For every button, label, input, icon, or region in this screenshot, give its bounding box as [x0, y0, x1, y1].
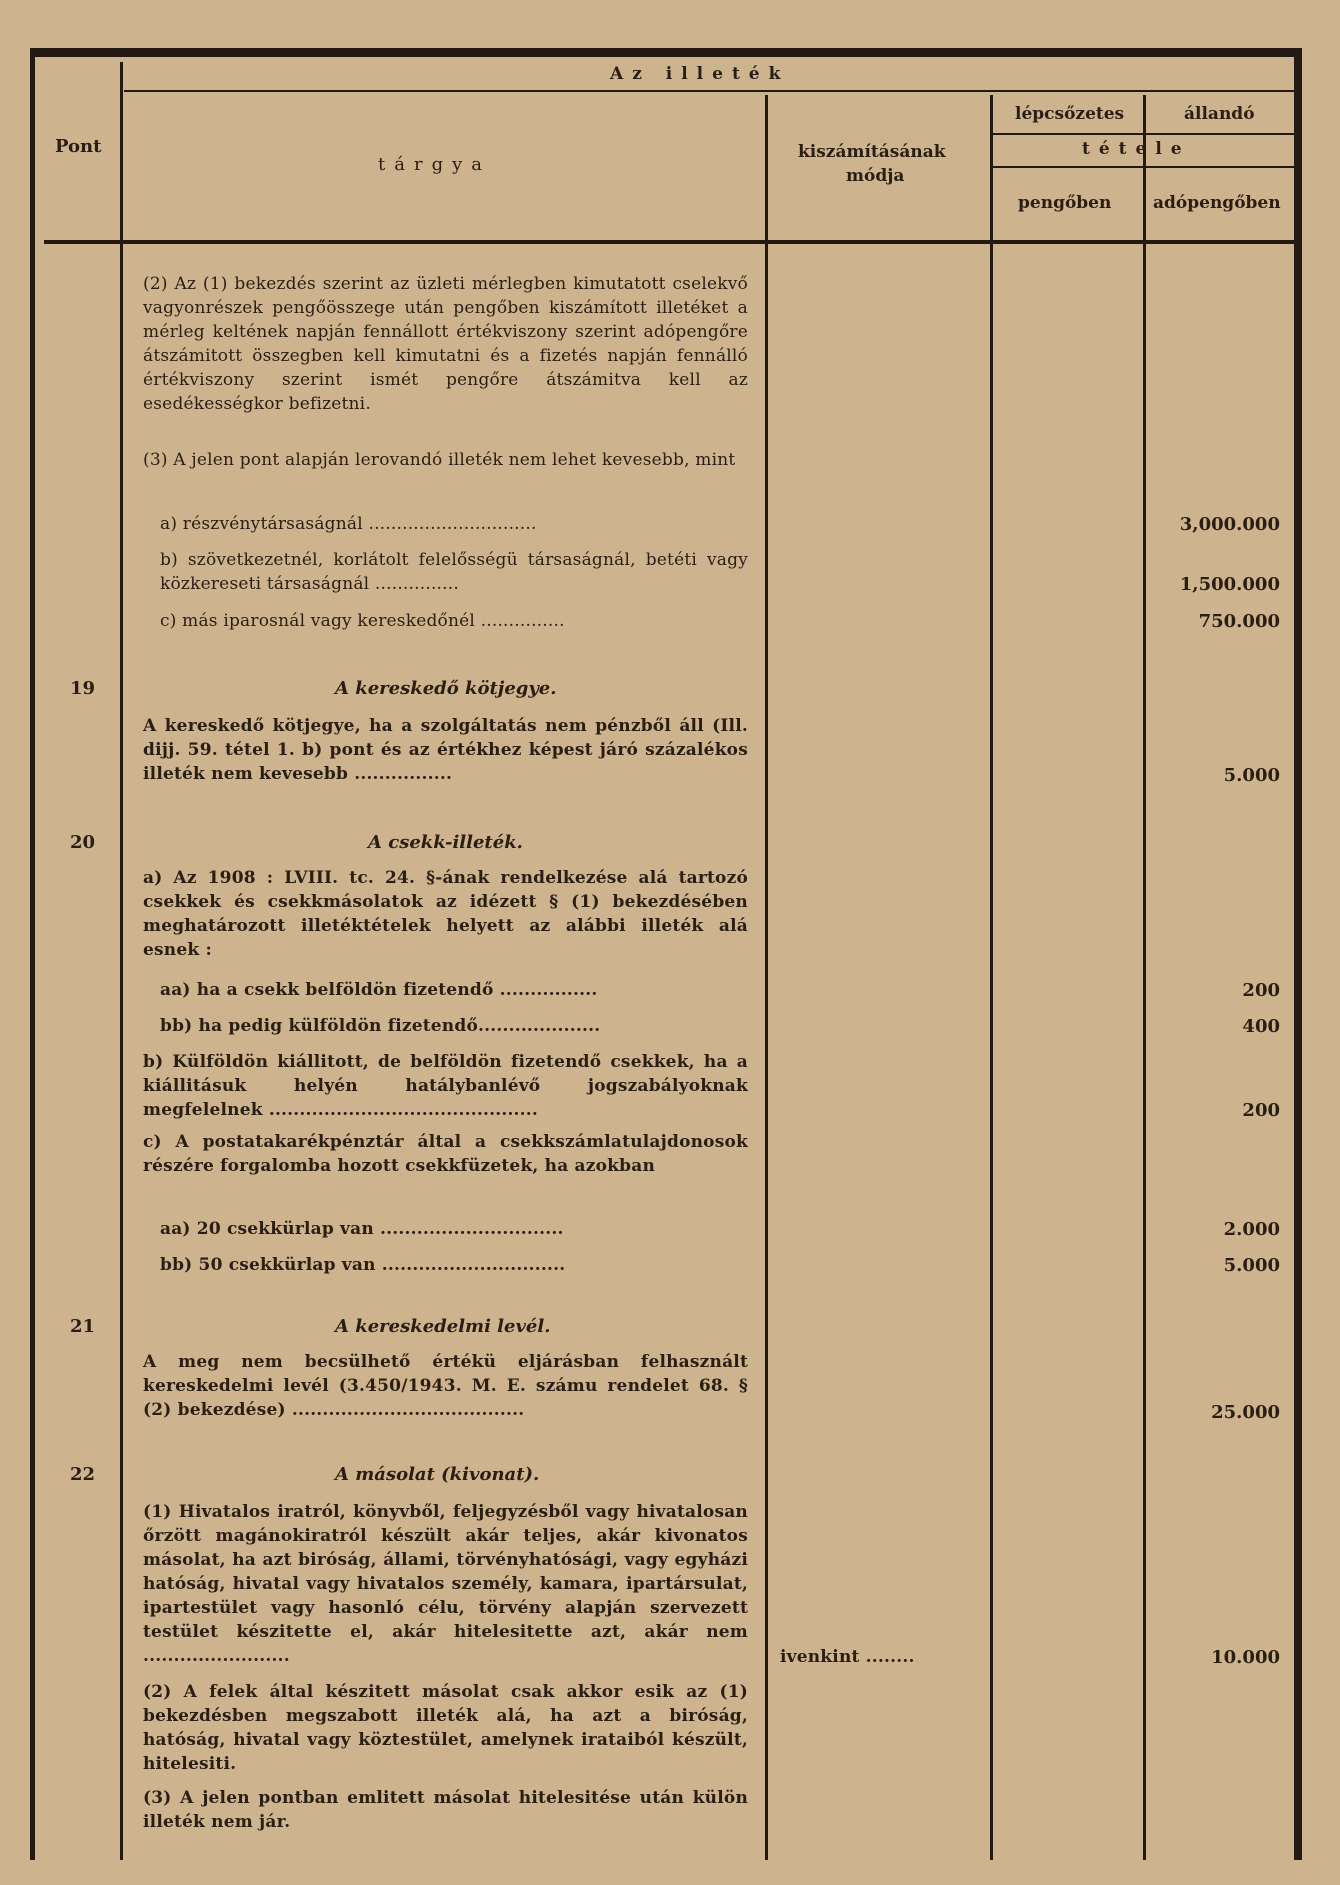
p21-number: 21 — [70, 1316, 96, 1337]
p18-c-label: c) más iparosnál vagy kereskedőnél ............... — [160, 611, 565, 631]
p20-a-text: a) Az 1908 : LVIII. tc. 24. §-ának rendelkezése alá tartozó csekkek és csekkmásolatok az idézett § (1) bekezdésében meghatározott illetéktételek helyett az alábbi illeték alá esnek : — [143, 868, 748, 960]
p20-c-bb-value: 5.000 — [1223, 1255, 1280, 1276]
header-pont: Pont — [55, 136, 102, 157]
tetele-underline — [993, 166, 1294, 168]
header-lepcsozetes: lépcsőzetes — [1015, 104, 1125, 124]
p18-a-label: a) részvénytársaságnál .............................. — [160, 514, 537, 534]
p21-title: A kereskedelmi levél. — [335, 1316, 551, 1337]
p20-c-bb-label: bb) 50 csekkürlap van .............................. — [160, 1255, 566, 1275]
header-az-illetek: Az illeték — [610, 64, 790, 84]
p20-c-aa-label: aa) 20 csekkürlap van .............................. — [160, 1219, 564, 1239]
header-targya: tárgya — [378, 154, 491, 175]
p20-number: 20 — [70, 832, 96, 853]
header-allando: állandó — [1184, 104, 1255, 124]
header-adopengoben: adópengőben — [1153, 193, 1281, 213]
p19-value: 5.000 — [1223, 765, 1280, 786]
p18-paragraph-2: (2) Az (1) bekezdés szerint az üzleti mérlegben kimutatott cselekvő vagyonrészek pengőösszege után pengőben kiszámított illetéket a mérleg keltének napján fennállott értékviszony szerint adópengőre átszámitott összegben kell kimutatni és a fizetés napján fennálló értékviszony szerint ismét pengőre átszámitva kell az esedékességkor befizetni. — [143, 274, 748, 414]
top-border — [30, 48, 1302, 57]
header-bottom-rule — [44, 240, 1294, 244]
p20-bb-value: 400 — [1242, 1016, 1280, 1037]
left-border — [30, 48, 35, 1860]
p20-aa-label: aa) ha a csekk belföldön fizetendő ................ — [160, 980, 598, 1000]
header-modja: módja — [846, 166, 905, 186]
p20-c-aa-value: 2.000 — [1223, 1219, 1280, 1240]
p21-text: A meg nem becsülhető értékü eljárásban felhasznált kereskedelmi levél (3.450/1943. M. E. számu rendelet 68. § (2) bekezdése) ...................................... — [143, 1352, 748, 1420]
illetek-underline — [124, 90, 1294, 92]
p21-value: 25.000 — [1211, 1402, 1280, 1423]
p18-b-value: 1,500.000 — [1179, 574, 1280, 595]
lepcsozetes-underline — [993, 133, 1294, 135]
p20-b-value: 200 — [1242, 1100, 1280, 1121]
p22-paragraph-1: (1) Hivatalos iratról, könyvből, feljegyzésből vagy hivatalosan őrzött magánokiratról készült akár teljes, akár kivonatos másolat, ha azt biróság, állami, törvényhatósági, vagy egyházi hatóság, hivatal vagy hivatalos személy, kamara, ipartársulat, ipartestület vagy hasonló célu, törvény alapján szervezett testület készitette el, akár hitelesitette azt, akár nem ........................ — [143, 1502, 748, 1666]
p22-number: 22 — [70, 1464, 96, 1485]
col-rule-mod — [990, 95, 993, 1860]
p19-title: A kereskedő kötjegye. — [335, 678, 557, 699]
p22-title: A másolat (kivonat). — [335, 1464, 540, 1485]
p19-number: 19 — [70, 678, 96, 699]
p18-paragraph-3: (3) A jelen pont alapján lerovandó illeték nem lehet kevesebb, mint — [143, 450, 736, 470]
p22-mode: ivenkint ........ — [780, 1647, 915, 1667]
p20-bb-label: bb) ha pedig külföldön fizetendő.................... — [160, 1016, 601, 1036]
p20-title: A csekk-illeték. — [368, 832, 523, 853]
p22-paragraph-3: (3) A jelen pontban emlitett másolat hitelesitése után külön illeték nem jár. — [143, 1788, 748, 1832]
col-rule-tetel — [1143, 95, 1146, 1860]
p19-text: A kereskedő kötjegye, ha a szolgáltatás nem pénzből áll (Ill. dijj. 59. tétel 1. b) pont és az értékhez képest járó százalékos illeték nem kevesebb ................ — [143, 716, 748, 784]
p20-c-text: c) A postatakarékpénztár által a csekkszámlatulajdonosok részére forgalomba hozott csekkfüzetek, ha azokban — [143, 1132, 748, 1176]
header-pengoben: pengőben — [1018, 193, 1112, 213]
p18-c-value: 750.000 — [1198, 611, 1280, 632]
p20-b-text: b) Külföldön kiállitott, de belföldön fizetendő csekkek, ha a kiállitásuk helyén hatálybanlévő jogszabályoknak megfelelnek ............................................ — [143, 1052, 748, 1120]
col-rule-pont — [120, 62, 123, 1860]
p20-aa-value: 200 — [1242, 980, 1280, 1001]
header-tetele: tétele — [1082, 139, 1191, 159]
col-rule-targya — [765, 95, 768, 1860]
right-border — [1294, 48, 1302, 1860]
p22-value: 10.000 — [1211, 1647, 1280, 1668]
p18-b-label: b) szövetkezetnél, korlátolt felelősségü társaságnál, betéti vagy közkereseti társaságnál ............... — [160, 550, 748, 594]
header-kiszamitas: kiszámításának — [798, 142, 946, 162]
p22-paragraph-2: (2) A felek által készitett másolat csak akkor esik az (1) bekezdésben megszabott illeték alá, ha azt a biróság, hatóság, hivatal vagy köztestület, amelynek irataiból készült, hitelesiti. — [143, 1682, 748, 1774]
p18-a-value: 3,000.000 — [1179, 514, 1280, 535]
